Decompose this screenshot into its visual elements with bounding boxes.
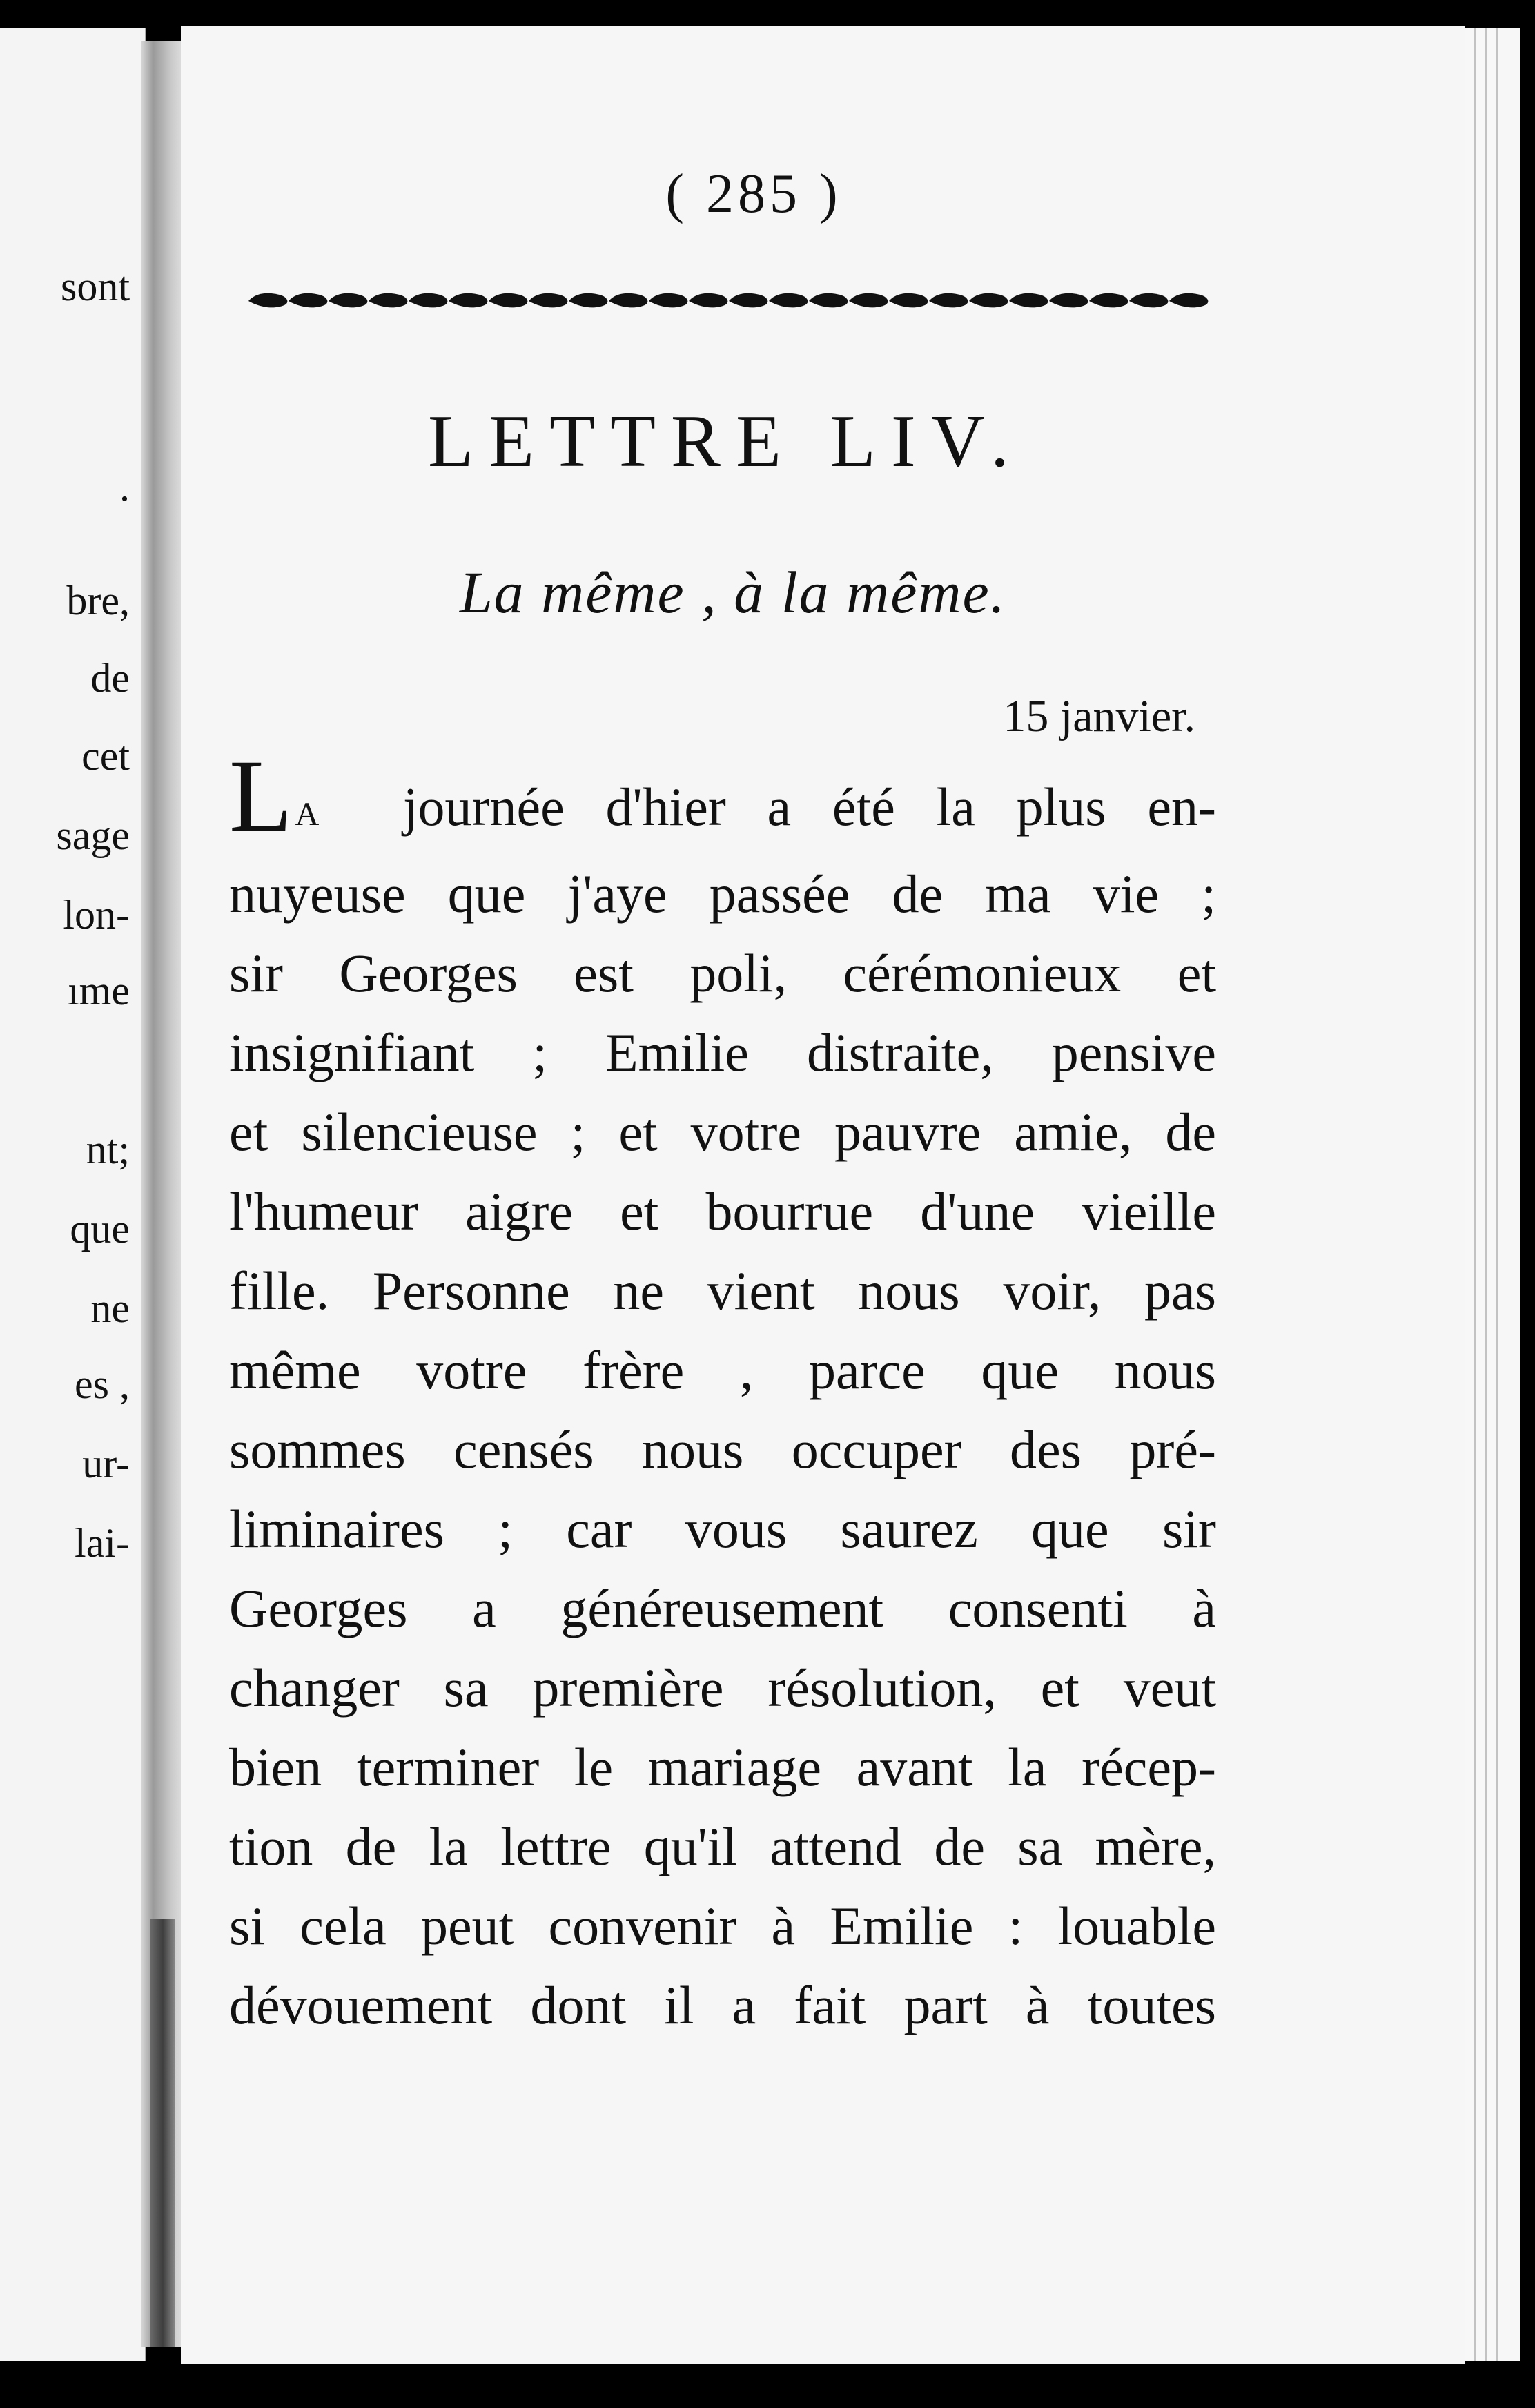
- facing-page-line: sage: [56, 813, 130, 858]
- text-line: tion de la lettre qu'il attend de sa mère,: [229, 1816, 1216, 1876]
- text-line: Georges a généreusement consenti à: [229, 1578, 1216, 1638]
- facing-page-line: .: [119, 464, 130, 509]
- facing-page-line: lai-: [75, 1520, 130, 1566]
- drop-cap: L: [229, 739, 293, 853]
- text-line: sir Georges est poli, cérémonieux et: [229, 943, 1216, 1003]
- text-line: bien terminer le mariage avant la récep-: [229, 1737, 1216, 1797]
- facing-page-line: ur-: [82, 1441, 130, 1486]
- facing-page-line: ne: [90, 1285, 130, 1331]
- text-line: et silencieuse ; et votre pauvre amie, de: [229, 1102, 1216, 1162]
- ornamental-rule: [248, 287, 1215, 315]
- facing-page-line: bre,: [66, 578, 130, 623]
- facing-page-line: lon-: [63, 892, 130, 938]
- facing-page: [0, 28, 146, 2361]
- facing-page-line: es ,: [75, 1361, 130, 1407]
- facing-page-line: cet: [81, 733, 130, 779]
- rule-ornaments: [248, 293, 1208, 308]
- text-line: sommes censés nous occuper des pré-: [229, 1419, 1216, 1479]
- facing-page-line: que: [70, 1206, 130, 1252]
- text-line: fille. Personne ne vient nous voir, pas: [229, 1261, 1216, 1321]
- letter-date: 15 janvier.: [1003, 691, 1195, 741]
- book-page: [181, 26, 1465, 2364]
- facing-page-line: de: [90, 655, 130, 701]
- text-line: insignifiant ; Emilie distraite, pensive: [229, 1022, 1216, 1082]
- text-line-content: journée d'hier a été la plus en-: [402, 777, 1216, 837]
- text-line: changer sa première résolution, et veut: [229, 1658, 1216, 1718]
- text-line: liminaires ; car vous saurez que sir: [229, 1499, 1216, 1559]
- text-line: dévouement dont il a fait part à toutes: [229, 1975, 1216, 2035]
- text-line: nuyeuse que j'aye passée de ma vie ;: [229, 864, 1216, 924]
- facing-page-line: ıme: [68, 968, 130, 1013]
- page-number: ( 285 ): [665, 164, 842, 224]
- text-line: même votre frère , parce que nous: [229, 1340, 1216, 1400]
- page-edge: [1496, 28, 1517, 2361]
- facing-page-line: sont: [60, 264, 130, 309]
- text-line: l'humeur aigre et bourrue d'une vieille: [229, 1181, 1216, 1241]
- gutter-shadow: [150, 1919, 175, 2347]
- facing-page-line: nt;: [86, 1127, 130, 1172]
- letter-body: [229, 739, 1216, 2045]
- text-line: [229, 739, 1216, 854]
- small-caps: A: [295, 796, 321, 833]
- text-line: si cela peut convenir à Emilie : louable: [229, 1896, 1216, 1956]
- letter-subtitle: La même , à la même.: [459, 559, 1007, 625]
- letter-title: LETTRE LIV.: [428, 400, 1024, 483]
